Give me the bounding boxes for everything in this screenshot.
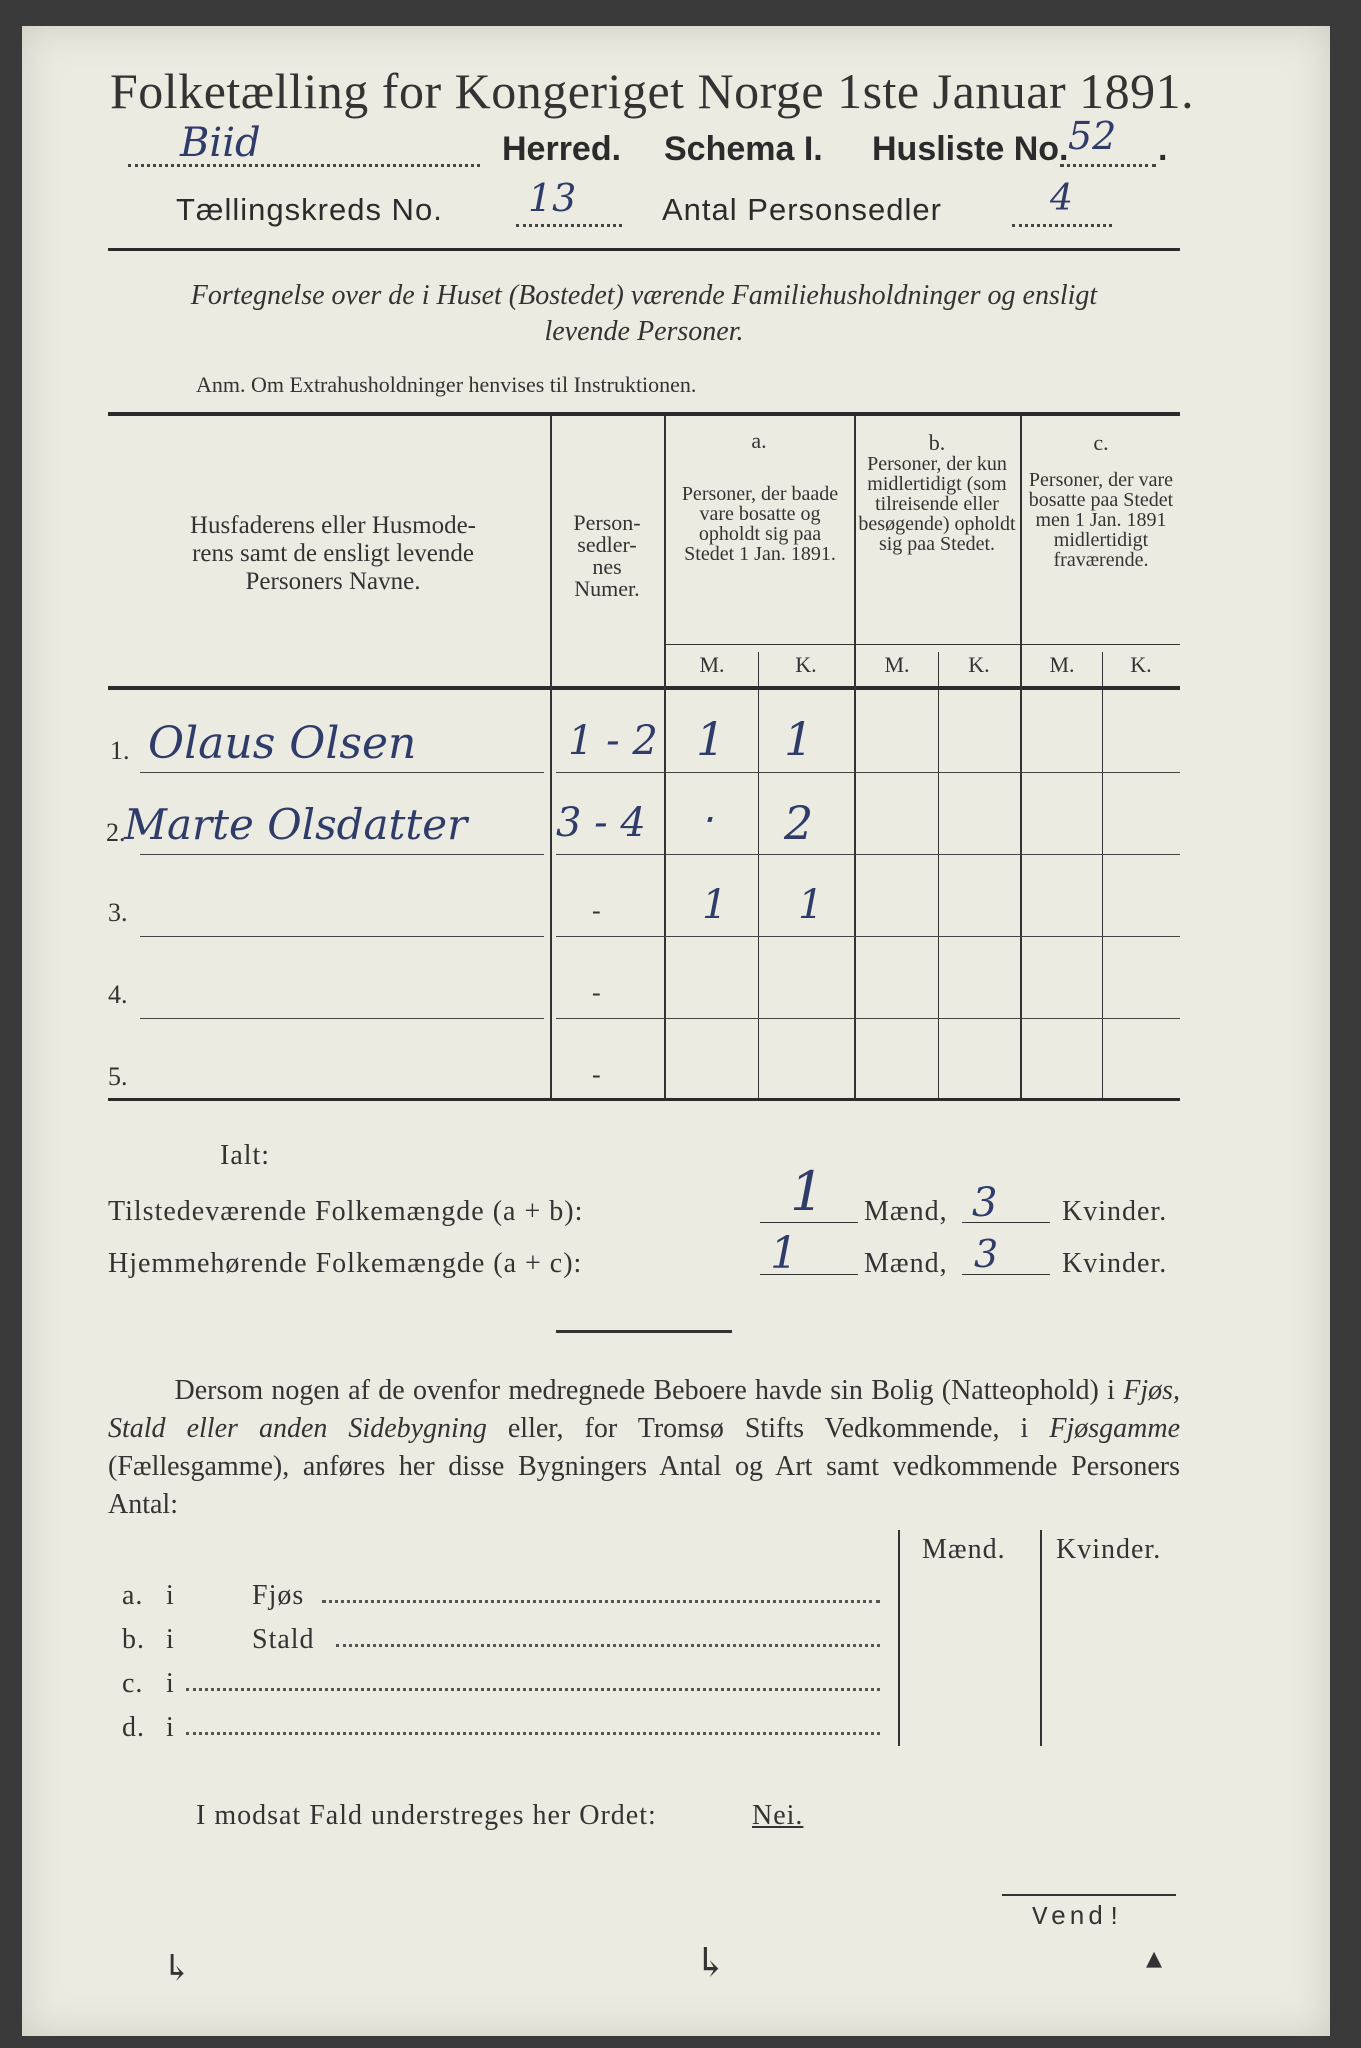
- husliste-value: 52: [1068, 114, 1117, 158]
- buildings-paragraph: [108, 1372, 1180, 1524]
- col-b-letter: b.: [928, 430, 946, 455]
- paragraph-emphasis: Fjøsgamme: [1049, 1413, 1180, 1444]
- col-c-k: K.: [1130, 652, 1152, 677]
- building-i: i: [166, 1668, 175, 1699]
- col-header-names-line3: Personers Navne.: [245, 568, 421, 595]
- form-title: Folketælling for Kongeriget Norge 1ste Januar 1891.: [110, 63, 1195, 119]
- header-rule: [108, 248, 1180, 251]
- col-divider: [664, 416, 666, 1098]
- row-number: 3.: [108, 898, 128, 927]
- row-rule: [140, 772, 544, 773]
- row-numer: 3 - 4: [556, 800, 646, 846]
- buildings-kvinder-header: Kvinder.: [1056, 1534, 1162, 1565]
- paragraph-part: eller, for Tromsø Stifts Vedkommende, i: [486, 1413, 1050, 1444]
- tilsted-maend: 1: [790, 1160, 825, 1223]
- ialt-label: Ialt:: [220, 1140, 271, 1171]
- corner-mark: ↳: [162, 1948, 193, 1989]
- row-number: 2.: [106, 818, 126, 847]
- row-number: 5.: [108, 1062, 128, 1091]
- paragraph-part: Dersom nogen af de ovenfor medregnede Beboere havde sin Bolig (Natteophold) i: [174, 1375, 1124, 1406]
- modsat-text: I modsat Fald understreges her Ordet:: [196, 1800, 657, 1831]
- mk-subrule: [664, 644, 1180, 645]
- description-line1: Fortegnelse over de i Huset (Bostedet) værende Familiehusholdninger og ensligt: [190, 280, 1098, 311]
- vend-label: Vend!: [1032, 1902, 1126, 1932]
- building-dotline: [322, 1600, 880, 1603]
- hjemme-kvinder: 3: [974, 1232, 999, 1276]
- building-i: i: [166, 1624, 175, 1655]
- building-i: i: [166, 1580, 175, 1611]
- table-bottom-rule: [108, 1098, 1180, 1101]
- herred-label: Herred.: [502, 130, 622, 168]
- mk-divider: [1102, 652, 1103, 1098]
- hjemme-maend-label: Mænd,: [864, 1248, 948, 1279]
- row-a-k: 1: [798, 882, 824, 928]
- kreds-label: Tællingskreds No.: [176, 192, 443, 227]
- col-a-m: M.: [699, 652, 725, 677]
- col-c-letter: c.: [1093, 430, 1109, 455]
- hjemme-maend: 1: [770, 1228, 798, 1279]
- tilsted-label: Tilstedeværende Folkemængde (a + b):: [108, 1196, 584, 1227]
- col-c-m: M.: [1049, 652, 1075, 677]
- mk-divider: [758, 652, 759, 1098]
- building-i: i: [166, 1712, 175, 1743]
- row-numer: -: [592, 896, 601, 925]
- col-header-names: [118, 512, 548, 596]
- kreds-value: 13: [528, 176, 577, 220]
- nei-word: Nei.: [752, 1800, 804, 1831]
- col-b-k: K.: [968, 652, 990, 677]
- antal-value: 4: [1050, 178, 1073, 219]
- building-letter: a.: [122, 1580, 144, 1611]
- col-a-k: K.: [795, 652, 817, 677]
- row-name: Olaus Olsen: [148, 718, 417, 769]
- description-line2: levende Personer.: [544, 316, 744, 347]
- paragraph-part: (Fællesgamme), anføres her disse Bygningers Antal og Art samt vedkommende Personers Antal:: [108, 1451, 1180, 1520]
- col-divider: [1020, 416, 1022, 1098]
- buildings-divider: [898, 1530, 900, 1746]
- col-header-names-line1: Husfaderens eller Husmode-: [189, 512, 476, 539]
- building-letter: c.: [122, 1668, 144, 1699]
- col-divider: [854, 416, 856, 1098]
- building-dotline: [186, 1688, 880, 1691]
- row-a-m: 1: [696, 712, 726, 766]
- col-b-text: Personer, der kun midlertidigt (som tilreisende eller besøgende) opholdt sig paa Stedet.: [858, 453, 1016, 555]
- herred-value: Biid: [180, 120, 261, 166]
- paragraph-emphasis: Fjøs, Stald eller anden Sidebygning: [108, 1375, 1180, 1444]
- row-numer: -: [592, 1060, 601, 1089]
- row-a-k: 2: [784, 796, 814, 850]
- row-rule: [556, 936, 1180, 937]
- col-header-names-line2: rens samt de ensligt levende: [192, 540, 474, 567]
- mk-divider: [938, 652, 939, 1098]
- building-letter: d.: [122, 1712, 145, 1743]
- building-letter: b.: [122, 1624, 145, 1655]
- row-numer: -: [592, 978, 601, 1007]
- row-rule: [556, 772, 1180, 773]
- building-dotline: [186, 1732, 880, 1735]
- building-dotline: [336, 1644, 880, 1647]
- corner-mark: ▴: [1146, 1938, 1163, 1976]
- col-header-numer: Person- sedler- nes Numer.: [573, 510, 641, 601]
- row-rule: [140, 854, 544, 855]
- buildings-maend-header: Mænd.: [922, 1534, 1006, 1565]
- col-b-m: M.: [884, 652, 910, 677]
- row-a-k: 1: [784, 712, 814, 766]
- row-a-m: ‧: [700, 798, 713, 844]
- row-name: Marte Olsdatter: [124, 800, 468, 849]
- row-a-m: 1: [702, 882, 728, 928]
- vend-rule: [1002, 1894, 1176, 1896]
- col-a-text: Personer, der baade vare bosatte og opholdt sig paa Stedet 1 Jan. 1891.: [681, 483, 839, 565]
- hjemme-kvinder-label: Kvinder.: [1062, 1248, 1168, 1279]
- husliste-period: .: [1158, 130, 1168, 168]
- tilsted-kvinder: 3: [972, 1180, 998, 1226]
- anm-note: Anm. Om Extrahusholdninger henvises til Instruktionen.: [196, 372, 697, 397]
- tilsted-maend-label: Mænd,: [864, 1196, 948, 1227]
- antal-label: Antal Personsedler: [662, 192, 942, 227]
- tilsted-kvinder-label: Kvinder.: [1062, 1196, 1168, 1227]
- section-divider: [556, 1330, 732, 1333]
- corner-mark: ↳: [694, 1940, 728, 1986]
- schema-label: Schema I.: [664, 130, 823, 168]
- row-rule: [556, 854, 1180, 855]
- husliste-label: Husliste No.: [872, 130, 1069, 168]
- row-rule: [556, 1018, 1180, 1019]
- row-numer: 1 - 2: [568, 718, 658, 764]
- row-number: 1.: [110, 736, 130, 765]
- col-c-text: Personer, der vare bosatte paa Stedet men 1 Jan. 1891 midlertidigt fraværende.: [1028, 469, 1174, 571]
- row-rule: [140, 1018, 544, 1019]
- building-label: Stald: [252, 1624, 315, 1655]
- buildings-divider: [1040, 1530, 1042, 1746]
- row-number: 4.: [108, 980, 128, 1009]
- hjemme-label: Hjemmehørende Folkemængde (a + c):: [108, 1248, 583, 1279]
- row-rule: [140, 936, 544, 937]
- building-label: Fjøs: [252, 1580, 305, 1611]
- col-a-letter: a.: [751, 428, 767, 453]
